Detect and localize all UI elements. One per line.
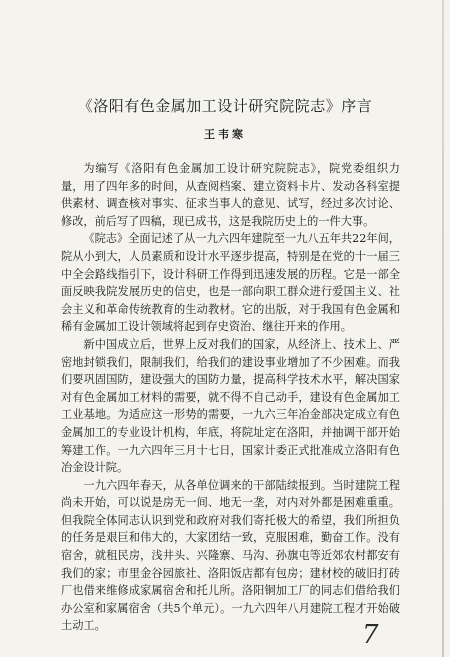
page-edge-shadow (442, 0, 444, 657)
body-text (61, 160, 400, 635)
paragraph: 新中国成立后，世界上反对我们的国家，从经济上、技术上、严密地封锁我们，限制我们，给我们的建设事业增加了不少困难。而我们要巩固国防，建设强大的国防力量，提高科学技术水平，解决国家对有色金属加工材料的需要，就不得不自己动手，建设有色金属加工工业基地。为适应这一形势的需要，一九六三年冶金部决定成立有色金属加工的专业设计机构，年底，将院址定在洛阳，并抽调干部开始筹建工作。一九六四年三月十七日，国家计委正式批准成立洛阳有色冶金设计院。 (61, 337, 400, 475)
paragraph: 为编写《洛阳有色金属加工设计研究院院志》，院党委组织力量，用了四年多的时间，从查阅档案、建立资料卡片、发动各科室提供素材、调查核对事实、征求当事人的意见、试写，经过多次讨论、修改，前后写了四稿，现已成书，这是我院历史上的一件大事。 (61, 162, 400, 228)
author-name: 王韦寒 (204, 128, 246, 141)
paragraph: 一九六四年春天，从各单位调来的干部陆续报到。当时建院工程尚未开始，可以说是房无一间、地无一垄，对内对外都是困难重重。但我院全体同志认识到党和政府对我们寄托极大的希望，我们所担负的任务是艰巨和伟大的，大家团结一致，克服困难，勤奋工作。没有宿舍，就租民房，浅井头、兴隆寨、马沟、孙旗屯等近郊农村都安有我们的家；市里金谷园旅社、洛阳饭店都有包房；建材校的破旧打砖厂也借来维修成家属宿舍和托儿所。洛阳铜加工厂的同志们借给我们办公室和家属宿舍（共5个单元）。一九六四年八月建院工程才开始破土动工。 (61, 478, 400, 633)
paragraph: 《院志》全面记述了从一九六四年建院至一九八五年共22年间，院从小到大，人员素质和设计水平逐步提高，特别是在党的十一届三中全会路线指引下，设计科研工作得到迅速发展的历程。它是一部全面反映我院发展历史的信史，也是一部向职工群众进行爱国主义、社会主义和革命传统教育的生动教材。它的出版，对于我国有色金属和稀有金属加工设计领域将起到存史资治、继往开来的作用。 (61, 232, 400, 334)
document-title: 《洛阳有色金属加工设计研究院院志》序言 (77, 97, 373, 115)
page-number: 7 (362, 620, 379, 650)
